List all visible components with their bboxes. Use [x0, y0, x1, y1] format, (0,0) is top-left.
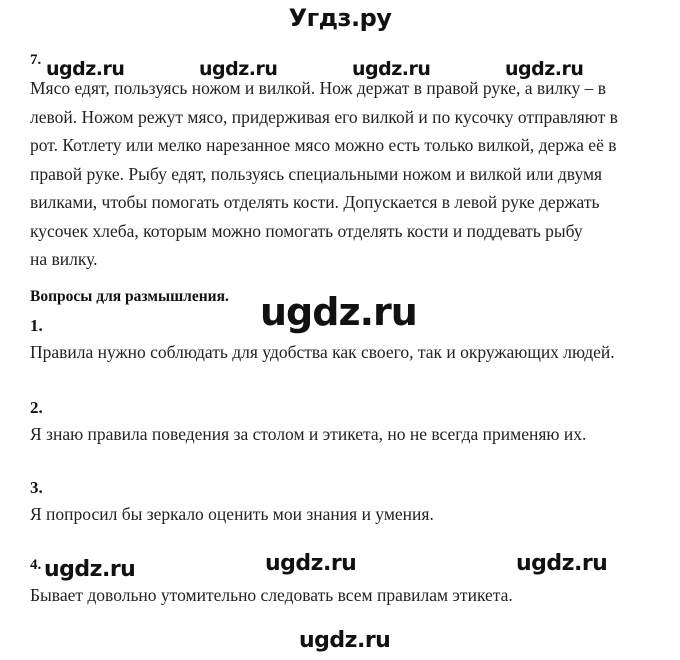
question-number: 2. [30, 398, 43, 417]
watermark: ugdz.ru [199, 58, 278, 80]
question-number: 1. [30, 316, 43, 335]
paragraph-line: Мясо едят, пользуясь ножом и вилкой. Нож держат в правой руке, а вилку – в [30, 78, 607, 98]
question-number: 4. [30, 557, 42, 573]
question-answer: Правила нужно соблюдать для удобства как своего, так и окружающих людей. [30, 342, 615, 362]
task-number: 7. [30, 52, 42, 68]
task-paragraph [30, 74, 670, 274]
question-answer: Я знаю правила поведения за столом и этикета, но не всегда применяю их. [30, 424, 587, 444]
watermark: ugdz.ru [265, 551, 357, 576]
paragraph-line: левой. Ножом режут мясо, придерживая его вилкой и по кусочку отправляют в [30, 106, 618, 127]
watermark: ugdz.ru [505, 58, 584, 80]
paragraph-line: рот. Котлету или мелко нарезанное мясо можно есть только вилкой, держа её в [30, 135, 617, 155]
question-answer: Бывает довольно утомительно следовать всем правилам этикета. [30, 585, 513, 605]
site-title: Угдз.ру [288, 4, 392, 32]
watermark: ugdz.ru [516, 551, 608, 576]
question-number: 3. [30, 478, 43, 497]
watermark: ugdz.ru [44, 557, 136, 582]
paragraph-line: правой руке. Рыбу едят, пользуясь специальными ножом и вилкой или двумя [30, 163, 603, 184]
question-answer: Я попросил бы зеркало оценить мои знания и умения. [30, 504, 434, 524]
paragraph-line: вилками, чтобы помогать отделять кости. Допускается в левой руке держать [30, 192, 600, 212]
watermark: ugdz.ru [352, 58, 431, 80]
watermark: ugdz.ru [299, 628, 391, 653]
watermark: ugdz.ru [46, 58, 125, 80]
questions-heading: Вопросы для размышления. [30, 288, 229, 305]
paragraph-line: на вилку. [30, 249, 98, 269]
paragraph-line: кусочек хлеба, которым можно помогать отделять кости и поддевать рыбу [30, 220, 583, 241]
watermark-large: ugdz.ru [260, 290, 417, 334]
